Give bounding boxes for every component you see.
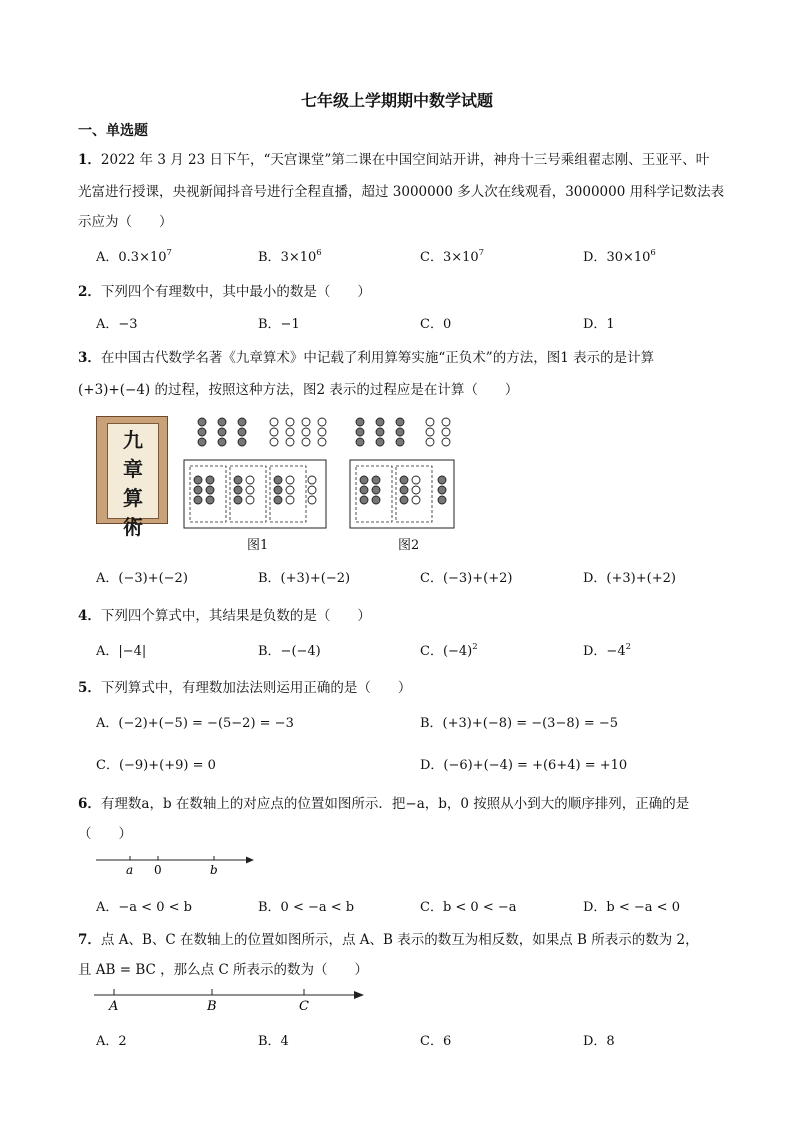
rod-bead-filled xyxy=(198,428,206,436)
q4-option-b[interactable]: B．−(−4) xyxy=(258,644,321,659)
rod-bead-filled xyxy=(206,496,214,504)
rod-bead-empty xyxy=(246,496,254,504)
q1-option-c[interactable]: C．$3\times 10^7$ xyxy=(420,248,485,265)
rod-bead-filled xyxy=(234,476,242,484)
q4-stem: 4．下列四个算式中，其结果是负数的是（ ） xyxy=(78,608,371,624)
rod-bead-empty xyxy=(246,486,254,494)
rod-bead-empty xyxy=(412,496,420,504)
rod-bead-empty xyxy=(286,486,294,494)
rod-bead-filled xyxy=(234,486,242,494)
q7-option-d[interactable]: D．8 xyxy=(583,1034,615,1049)
axis-label-A: A xyxy=(109,999,119,1014)
rod-bead-empty xyxy=(426,438,434,446)
axis-label-b: b xyxy=(210,863,218,877)
rod-bead-filled xyxy=(218,428,226,436)
q6-number-line xyxy=(92,850,262,880)
rod-bead-filled xyxy=(206,476,214,484)
book-char: 術 xyxy=(123,515,143,539)
rod-bead-filled xyxy=(396,438,404,446)
rod-bead-filled xyxy=(194,476,202,484)
rod-bead-filled xyxy=(438,496,446,504)
jiuzhang-book-image xyxy=(96,416,168,539)
rod-bead-filled xyxy=(206,486,214,494)
q3-option-d[interactable]: D．(+3)+(+2) xyxy=(583,571,676,586)
q4-option-d[interactable]: D．$-4^2$ xyxy=(583,642,632,659)
q2-option-d[interactable]: D．1 xyxy=(583,317,615,332)
rod-bead-empty xyxy=(270,438,278,446)
rod-bead-filled xyxy=(198,418,206,426)
q5-option-c[interactable]: C．(−9)+(+9) = 0 xyxy=(96,758,216,773)
rod-bead-empty xyxy=(308,476,316,484)
rod-bead-filled xyxy=(400,476,408,484)
rod-bead-filled xyxy=(218,418,226,426)
q4-option-c[interactable]: C．$(-4)^2$ xyxy=(420,642,478,659)
q5-stem: 5．下列算式中，有理数加法法则运用正确的是（ ） xyxy=(78,680,412,696)
rod-bead-empty xyxy=(442,418,450,426)
q7-line1: 7．点 A、B、C 在数轴上的位置如图所示，点 A、B 表示的数互为相反数，如果点 B 所表示的数为 2， xyxy=(78,932,699,948)
book-char: 算 xyxy=(123,486,143,510)
q7-option-a[interactable]: A．2 xyxy=(96,1034,127,1049)
q5-option-d[interactable]: D．(−6)+(−4) = +(6+4) = +10 xyxy=(420,758,628,773)
q3-option-a[interactable]: A．(−3)+(−2) xyxy=(96,571,188,586)
q6-line2: （ ） xyxy=(78,826,132,842)
q1-line3: 示应为（ ） xyxy=(78,214,173,230)
q2-option-c[interactable]: C．0 xyxy=(420,317,452,332)
rod-bead-filled xyxy=(274,496,282,504)
rod-bead-filled xyxy=(356,418,364,426)
rod-bead-filled xyxy=(372,486,380,494)
rod-bead-filled xyxy=(372,476,380,484)
rod-bead-empty xyxy=(286,438,294,446)
q7-option-b[interactable]: B．4 xyxy=(258,1034,289,1049)
q3-option-b[interactable]: B．(+3)+(−2) xyxy=(258,571,351,586)
rod-bead-empty xyxy=(426,428,434,436)
rod-bead-filled xyxy=(194,486,202,494)
rod-bead-filled xyxy=(238,428,246,436)
rod-bead-empty xyxy=(412,486,420,494)
axis-label-B: B xyxy=(207,999,217,1014)
section-heading: 一、单选题 xyxy=(78,123,148,139)
rod-bead-empty xyxy=(302,418,310,426)
rod-bead-filled xyxy=(360,486,368,494)
q5-option-a[interactable]: A．(−2)+(−5) = −(5−2) = −3 xyxy=(96,716,294,731)
rod-bead-filled xyxy=(396,428,404,436)
rod-bead-empty xyxy=(318,428,326,436)
q7-number-line xyxy=(90,984,370,1014)
rod-bead-empty xyxy=(270,418,278,426)
q1-option-a[interactable]: A．$0.3\times 10^7$ xyxy=(96,248,172,265)
q2-option-b[interactable]: B．−1 xyxy=(258,317,300,332)
rod-bead-empty xyxy=(442,428,450,436)
rod-bead-empty xyxy=(302,438,310,446)
rod-bead-empty xyxy=(412,476,420,484)
rod-bead-filled xyxy=(376,438,384,446)
rod-bead-filled xyxy=(396,418,404,426)
rod-bead-filled xyxy=(218,438,226,446)
q6-option-b[interactable]: B．0 < −a < b xyxy=(258,900,355,915)
rod-bead-filled xyxy=(376,418,384,426)
rod-bead-empty xyxy=(286,428,294,436)
rod-bead-filled xyxy=(360,496,368,504)
axis-label-a: a xyxy=(126,863,134,877)
rod-bead-filled xyxy=(400,486,408,494)
q3-line1: 3．在中国古代数学名著《九章算术》中记载了利用算筹实施“正负术”的方法，图1 表示的是计算 xyxy=(78,350,655,366)
rod-bead-empty xyxy=(270,428,278,436)
rod-bead-empty xyxy=(442,438,450,446)
rod-bead-filled xyxy=(234,496,242,504)
counting-rods-figures xyxy=(180,412,480,532)
rod-bead-filled xyxy=(274,486,282,494)
rod-bead-filled xyxy=(238,438,246,446)
rod-bead-empty xyxy=(318,438,326,446)
rod-bead-empty xyxy=(318,418,326,426)
q1-line1 xyxy=(78,148,709,168)
rod-bead-filled xyxy=(194,496,202,504)
q1-text-1: 2022 年 3 月 23 日下午，“天宫课堂”第二课在中国空间站开讲，神舟十三号乘组翟志刚、王亚平、叶 xyxy=(100,152,710,168)
rod-bead-filled xyxy=(438,476,446,484)
q1-option-d[interactable]: D．$30\times 10^6$ xyxy=(583,248,656,265)
rod-bead-filled xyxy=(438,486,446,494)
rod-bead-filled xyxy=(198,438,206,446)
rod-bead-empty xyxy=(308,496,316,504)
rod-bead-filled xyxy=(376,428,384,436)
rod-bead-filled xyxy=(356,438,364,446)
rod-bead-filled xyxy=(372,496,380,504)
rod-bead-filled xyxy=(356,428,364,436)
q1-option-b[interactable]: B．$3\times 10^6$ xyxy=(258,248,322,265)
q2-stem: 2．下列四个有理数中，其中最小的数是（ ） xyxy=(78,284,371,300)
q1-line2: 光富进行授课，央视新闻抖音号进行全程直播，超过 3000000 多人次在线观看，3000000 用科学记数法表 xyxy=(78,184,725,200)
q7-option-c[interactable]: C．6 xyxy=(420,1034,452,1049)
figure2-caption: 图2 xyxy=(398,538,420,553)
q6-line1: 6．有理数a，b 在数轴上的对应点的位置如图所示．把−a，b，0 按照从小到大的顺序排列，正确的是 xyxy=(78,796,690,812)
rod-bead-empty xyxy=(286,476,294,484)
rod-bead-empty xyxy=(426,418,434,426)
rod-bead-filled xyxy=(238,418,246,426)
rod-bead-filled xyxy=(400,496,408,504)
rod-bead-filled xyxy=(360,476,368,484)
axis-label-zero: 0 xyxy=(154,863,162,877)
rod-bead-empty xyxy=(302,428,310,436)
q6-option-a[interactable]: A．−a < 0 < b xyxy=(96,900,192,915)
q2-option-a[interactable]: A．−3 xyxy=(96,317,138,332)
q3-line2: (+3)+(−4) 的过程，按照这种方法，图2 表示的过程应是在计算（ ） xyxy=(78,382,519,398)
q6-option-c[interactable]: C．b < 0 < −a xyxy=(420,900,517,915)
rod-bead-empty xyxy=(246,476,254,484)
page-title: 七年级上学期期中数学试题 xyxy=(300,91,493,110)
q5-option-b[interactable]: B．(+3)+(−8) = −(3−8) = −5 xyxy=(420,716,619,731)
book-char: 章 xyxy=(123,457,143,481)
rod-bead-filled xyxy=(274,476,282,484)
q4-option-a[interactable]: A．|−4| xyxy=(96,644,147,659)
rod-bead-empty xyxy=(308,486,316,494)
axis-label-C: C xyxy=(299,999,309,1014)
rod-bead-empty xyxy=(286,496,294,504)
figure1-caption: 图1 xyxy=(247,538,269,553)
rod-bead-empty xyxy=(286,418,294,426)
q1-number: 1． xyxy=(78,152,101,168)
q7-line2: 且 AB = BC ，那么点 C 所表示的数为（ ） xyxy=(78,962,369,978)
book-char: 九 xyxy=(123,428,143,452)
q3-option-c[interactable]: C．(−3)+(+2) xyxy=(420,571,513,586)
q6-option-d[interactable]: D．b < −a < 0 xyxy=(583,900,680,915)
